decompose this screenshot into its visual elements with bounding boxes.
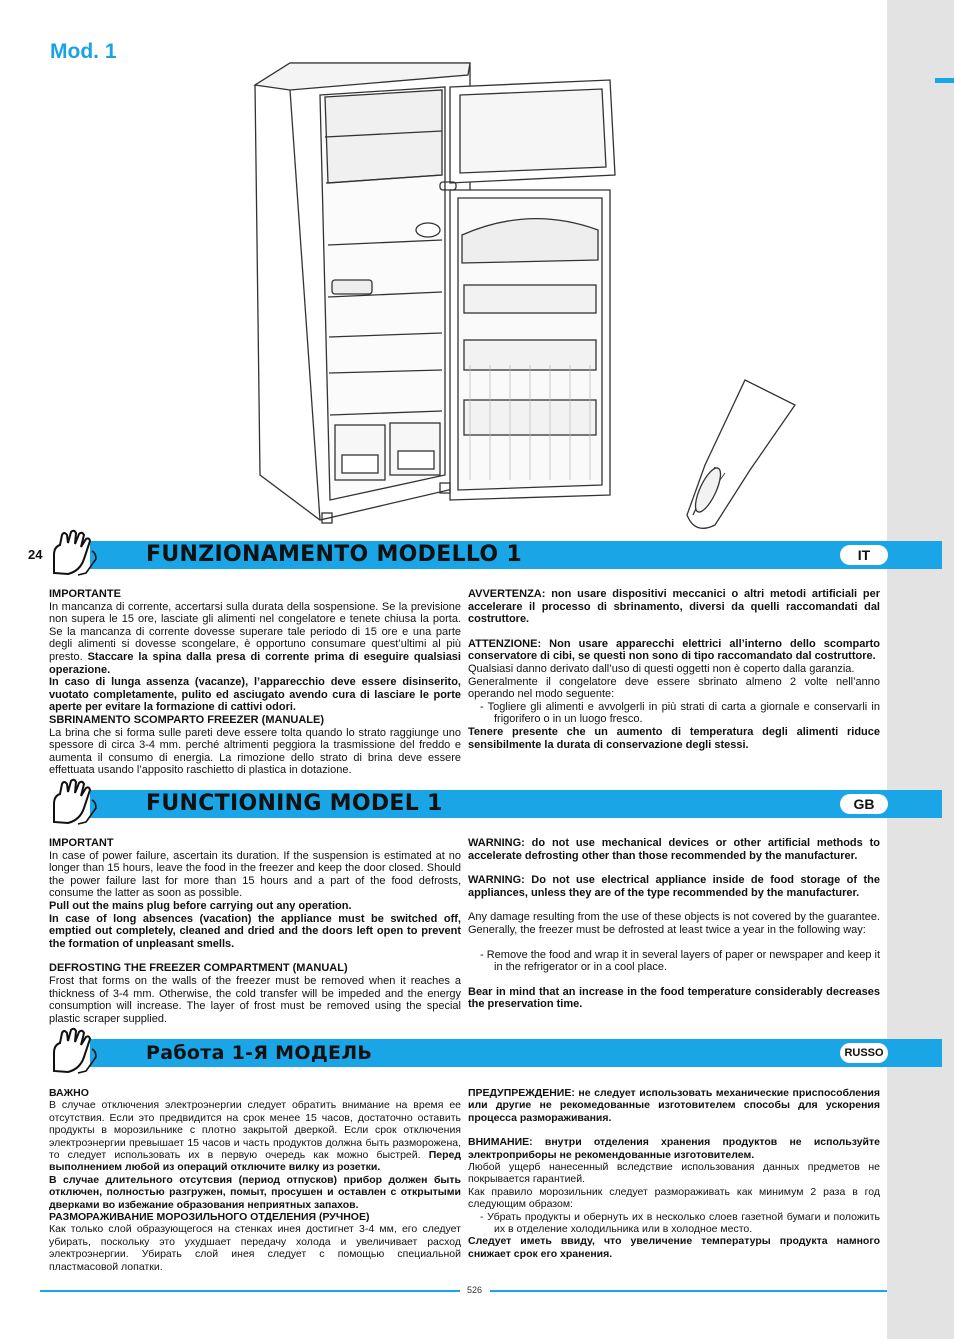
language-badge-ru: RUSSO — [840, 1043, 888, 1063]
gb-defrost-text: Frost that forms on the walls of the freezer must be removed when it reaches a thickness of 3-4 mm. Otherwise, the cold transfer will be impeded and the energy consumption will increase. The layer of frost must be removed using the special plastic scraper supplied. — [49, 974, 461, 1025]
ru-final-note: Следует иметь ввиду, что увеличение температуры продукта намного снижает срок его хранения. — [468, 1235, 880, 1260]
language-badge-it: IT — [840, 545, 888, 565]
language-badge-gb: GB — [840, 794, 888, 814]
ru-warning-2: ВНИМАНИЕ: внутри отделения хранения продуктов не используйте электроприборы не рекомендованные изготовителем. — [468, 1136, 880, 1161]
ru-guarantee-text: Любой ущерб нанесенный вследствие использования данных предметов не покрывается гарантией. — [468, 1161, 880, 1186]
it-final-note: Tenere presente che un aumento di temperatura degli alimenti riduce sensibilmente la durata di conservazione degli stessi. — [468, 725, 880, 751]
it-defrost-text: La brina che si forma sulle pareti deve essere tolta quando lo strato raggiunge uno spessore di circa 3-4 mm. perché altrimenti peggiora la trasmissione del freddo e aumenta il consumo di energia. La rimozione dello strato di brina deve essere effettuata usando l’apposito raschietto di plastica in dotazione. — [49, 726, 461, 777]
ru-defrost-frequency: Как правило морозильник следует размораживать как минимум 2 раза в год следующим образом: — [468, 1185, 880, 1211]
section-title-ru: Работа 1-Я МОДЕЛЬ — [146, 1042, 373, 1064]
section-header-it — [28, 541, 902, 569]
footer-page-number: 526 — [467, 1285, 483, 1295]
ru-unplug-warning: Перед выполнением любой из операций отключите вилку из розетки. — [49, 1149, 461, 1174]
it-bullet: - Togliere gli alimenti e avvolgerli in più strati di carta a giornale e conservarli in frigorifero o in un luogo fresco. — [480, 700, 880, 726]
ru-important-title: ВАЖНО — [49, 1087, 89, 1099]
ice-scraper-illustration — [675, 375, 800, 535]
it-power-failure-text: In mancanza di corrente, accertarsi sulla durata della sospensione. Se la previsione non supera le 15 ore, lasciate gli alimenti nel congelatore e tenete chiusa la porta. Se la mancanza di corrente dovesse superare tale periodo di 15 ore e una parte degli alimenti si dovesse scongelare, è opportuno consumare quest’ultimi al più presto. — [49, 600, 461, 663]
refrigerator-illustration — [250, 55, 640, 530]
page-number: 24 — [28, 547, 43, 562]
it-warning-2: ATTENZIONE: Non usare apparecchi elettrici all’interno dello scomparto conservatore di cibi, se questi non sono di tipo raccomandato dal costruttore. — [468, 637, 880, 663]
gb-right-column — [468, 837, 880, 1011]
it-defrost-frequency: Generalmente il congelatore deve essere sbrinato almeno 2 volte nell’anno operando nel modo seguente: — [468, 675, 880, 701]
hand-icon — [48, 1027, 100, 1075]
gb-warning-1: WARNING: do not use mechanical devices or other artificial methods to accelerate defrosting other than those recommended by the manufacturer. — [468, 837, 880, 862]
side-strip — [887, 0, 954, 1339]
it-guarantee-text: Qualsiasi danno derivato dall’uso di questi oggetti non è coperto dalla garanzia. — [468, 662, 855, 675]
ru-bullet: - Убрать продукты и обернуть их в несколько слоев газетной бумаги и положить их в отделение холодильника или в холодное место. — [480, 1210, 880, 1236]
footer-rule-left — [40, 1290, 460, 1292]
ru-right-column — [468, 1087, 880, 1260]
ru-left-column — [49, 1087, 461, 1273]
ru-power-failure-text: В случае отключения электроэнергии следует обратить внимание на время ее отсутствия. Если это предвидится на срок менее 15 часов, достаточно оставить продукты в морозильнике с плотно закрытой дверкой. Если срок отключения электроэнергии превышает 15 часов и часть продуктов должна быть разморожена, то следует использовать их в первую очередь как можно быстрей. — [49, 1099, 461, 1162]
section-header-gb — [40, 790, 902, 818]
gb-bullet: - Remove the food and wrap it in several layers of paper or newspaper and keep it in the refrigerator or in a cool place. — [480, 948, 880, 974]
gb-defrost-title: DEFROSTING THE FREEZER COMPARTMENT (MANUAL) — [49, 962, 348, 975]
gb-warning-2: WARNING: Do not use electrical appliance inside de food storage of the appliances, unless they are of the type recommended by the manufacturer. — [468, 874, 880, 899]
it-warning-1: AVVERTENZA: non usare dispositivi meccanici o altri metodi artificiali per accelerare il processo di sbrinamento, diversi da quelli raccomandati dal costruttore. — [468, 588, 880, 626]
footer-rule-right — [490, 1290, 887, 1292]
ru-warning-1: ПРЕДУПРЕЖДЕНИЕ: не следует использовать механические приспособления или другие не рекомедованные изготовителем способы для ускорения процесса размораживания. — [468, 1087, 880, 1124]
gb-important-title: IMPORTANT — [49, 837, 114, 849]
gb-power-failure-text: In case of power failure, ascertain its duration. If the suspension is estimated at no longer than 15 hours, leave the food in the freezer and keep the door closed. Should the power failure last for more than 15 hours and a part of the food defrosts, consume the latter as soon as possible. — [49, 849, 461, 900]
hand-icon — [48, 778, 100, 826]
gb-guarantee-text: Any damage resulting from the use of these objects is not covered by the guarantee. Generally, the freezer must be defrosted at least twice a year in the following way: — [468, 911, 880, 936]
section-title-gb: FUNCTIONING MODEL 1 — [146, 791, 443, 816]
it-absence-text: In caso di lunga assenza (vacanze), l’apparecchio deve essere disinserito, vuotato completamente, pulito ed asciugato avendo cura di lasciare le porte aperte per evitare la formazione di cattivi odori. — [49, 676, 461, 714]
gb-unplug-warning: Pull out the mains plug before carrying out any operation. — [49, 899, 352, 912]
it-important-title: IMPORTANTE — [49, 588, 121, 600]
gb-absence-text: In case of long absences (vacation) the appliance must be switched off, emptied out completely, cleaned and dried and the doors left open to prevent the formation of unpleasant smells. — [49, 912, 461, 950]
gb-final-note: Bear in mind that an increase in the food temperature considerably decreases the preservation time. — [468, 985, 880, 1011]
ru-absence-text: В случае длительного отсутсвия (период отпусков) прибор должен быть отключен, полностью разгружен, помыт, просушен и оставлен с открытыми дверками во избежание образования неприятных запахов. — [49, 1173, 461, 1211]
gb-left-column — [49, 837, 461, 1025]
model-title: Mod. 1 — [50, 40, 117, 63]
it-left-column — [49, 588, 461, 777]
it-unplug-warning: Staccare la spina dalla presa di corrente prima di eseguire qualsiasi operazione. — [49, 650, 461, 676]
hand-icon — [48, 529, 100, 577]
ru-defrost-text: Как только слой образующегося на стенках инея достигнет 3-4 мм, его следует убирать, поскольку это ухудшает передачу холода и увеличивает расход электроэнергии. Убирать слой инея следует с помощью специальной пластмасовой лопатки. — [49, 1223, 461, 1273]
section-title-it: FUNZIONAMENTO MODELLO 1 — [146, 542, 522, 567]
ru-defrost-title: РАЗМОРАЖИВАНИЕ МОРОЗИЛЬНОГО ОТДЕЛЕНИЯ (РУЧНОЕ) — [49, 1211, 370, 1224]
side-tab-marker — [935, 78, 954, 83]
it-right-column — [468, 588, 880, 751]
section-header-ru — [40, 1039, 902, 1067]
it-defrost-title: SBRINAMENTO SCOMPARTO FREEZER (MANUALE) — [49, 713, 324, 726]
